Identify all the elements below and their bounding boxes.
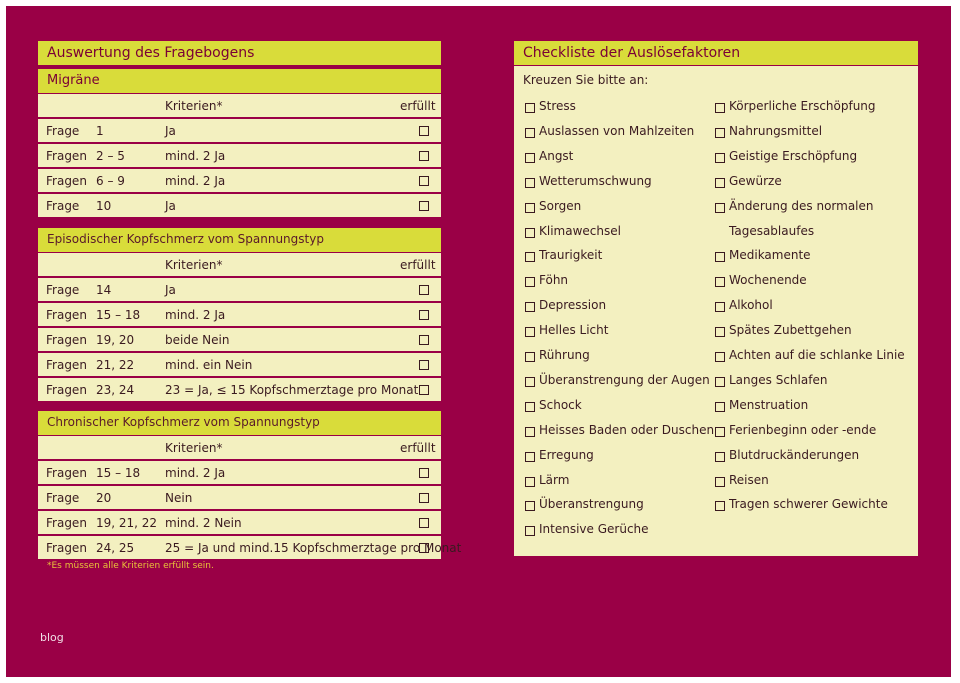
- erfuellt-checkbox[interactable]: [419, 543, 429, 553]
- row-krit: Nein: [165, 491, 193, 505]
- criteria-row: [38, 194, 441, 217]
- checklist-label: Reisen: [729, 472, 769, 487]
- checklist-checkbox[interactable]: [525, 327, 535, 337]
- col-erfuellt: erfüllt: [400, 441, 436, 455]
- criteria-row: [38, 511, 441, 534]
- checklist-checkbox[interactable]: [525, 203, 535, 213]
- criteria-row: [38, 328, 441, 351]
- col-kriterien: Kriterien*: [165, 99, 223, 113]
- criteria-row: [38, 353, 441, 376]
- col-kriterien: Kriterien*: [165, 258, 223, 272]
- checklist-checkbox[interactable]: [525, 277, 535, 287]
- checklist-label: Menstruation: [729, 397, 809, 412]
- row-frage: Fragen: [46, 466, 87, 480]
- criteria-row: [38, 378, 441, 401]
- checklist-label: Geistige Erschöpfung: [729, 148, 858, 163]
- criteria-row: [38, 303, 441, 326]
- checklist-intro: Kreuzen Sie bitte an:: [523, 73, 649, 87]
- criteria-row: [38, 461, 441, 484]
- checklist-label: Depression: [539, 298, 607, 313]
- section-header: [38, 228, 441, 252]
- row-num: 2 – 5: [96, 149, 125, 163]
- right-title: Checkliste der Auslösefaktoren: [523, 45, 741, 61]
- row-frage: Fragen: [46, 149, 87, 163]
- checklist-checkbox[interactable]: [715, 178, 725, 188]
- checklist-label: Schock: [539, 397, 582, 412]
- erfuellt-checkbox[interactable]: [419, 335, 429, 345]
- checklist-label: Stress: [539, 99, 576, 113]
- erfuellt-checkbox[interactable]: [419, 201, 429, 211]
- checklist-checkbox[interactable]: [525, 427, 535, 437]
- checklist-checkbox[interactable]: [715, 103, 725, 113]
- checklist-label: Tragen schwerer Gewichte: [729, 497, 888, 512]
- row-krit: Ja: [165, 124, 176, 138]
- checklist-label: Wochenende: [729, 273, 807, 288]
- checklist-label: Achten auf die schlanke Linie: [729, 348, 905, 362]
- row-krit: mind. 2 Ja: [165, 308, 226, 322]
- row-krit: mind. 2 Ja: [165, 149, 226, 163]
- checklist-label: Ferienbeginn oder -ende: [729, 422, 877, 437]
- checklist-checkbox[interactable]: [715, 327, 725, 337]
- col-erfuellt: erfüllt: [400, 258, 436, 272]
- checklist-label: Klimawechsel: [539, 223, 621, 238]
- row-krit: 23 = Ja, ≤ 15 Kopfschmerztage pro Monat: [165, 383, 419, 397]
- checklist-checkbox[interactable]: [525, 103, 535, 113]
- checklist-label: Föhn: [539, 273, 569, 288]
- checklist-checkbox[interactable]: [715, 153, 725, 163]
- section-title: Chronischer Kopfschmerz vom Spannungstyp: [47, 415, 320, 429]
- row-krit: beide Nein: [165, 333, 230, 347]
- row-num: 6 – 9: [96, 174, 125, 188]
- erfuellt-checkbox[interactable]: [419, 176, 429, 186]
- checklist-checkbox[interactable]: [715, 501, 725, 511]
- criteria-row: [38, 169, 441, 192]
- checklist-label: Wetterumschwung: [539, 173, 652, 188]
- checklist-checkbox[interactable]: [525, 352, 535, 362]
- row-frage: Fragen: [46, 174, 87, 188]
- row-num: 23, 24: [96, 383, 135, 397]
- section-title: Migräne: [47, 73, 100, 88]
- row-frage: Fragen: [46, 358, 87, 372]
- checklist-label: Angst: [539, 148, 574, 163]
- erfuellt-checkbox[interactable]: [419, 518, 429, 528]
- checklist-checkbox[interactable]: [715, 352, 725, 362]
- checklist-label: Tagesablaufes: [729, 223, 815, 238]
- row-num: 19, 20: [96, 333, 135, 347]
- row-num: 15 – 18: [96, 466, 141, 480]
- checklist-checkbox[interactable]: [715, 277, 725, 287]
- checklist-label: Spätes Zubettgehen: [729, 323, 852, 338]
- row-num: 10: [96, 199, 112, 213]
- criteria-row: [38, 119, 441, 142]
- checklist-label: Gewürze: [729, 173, 782, 188]
- row-frage: Fragen: [46, 308, 87, 322]
- row-krit: 25 = Ja und mind.15 Kopfschmerztage pro Monat: [165, 541, 462, 555]
- checklist-label: Helles Licht: [539, 323, 609, 338]
- checklist-checkbox[interactable]: [525, 526, 535, 536]
- checklist-label: Auslassen von Mahlzeiten: [539, 123, 695, 138]
- row-num: 24, 25: [96, 541, 135, 555]
- checklist-label: Alkohol: [729, 298, 773, 313]
- row-num: 21, 22: [96, 358, 135, 372]
- row-krit: mind. 2 Nein: [165, 516, 242, 530]
- checklist-checkbox[interactable]: [715, 128, 725, 138]
- row-num: 20: [96, 491, 112, 505]
- checklist-checkbox[interactable]: [715, 477, 725, 487]
- checklist-checkbox[interactable]: [715, 377, 725, 387]
- checklist-checkbox[interactable]: [715, 402, 725, 412]
- checklist-label: Änderung des normalen: [729, 198, 874, 213]
- checklist-label: Intensive Gerüche: [539, 522, 649, 537]
- checklist-checkbox[interactable]: [715, 252, 725, 262]
- footnote: *Es müssen alle Kriterien erfüllt sein.: [47, 561, 214, 571]
- section-header: [38, 69, 441, 93]
- column-header-row: [38, 253, 441, 276]
- col-erfuellt: erfüllt: [400, 99, 436, 113]
- row-frage: Frage: [46, 283, 80, 297]
- left-title-bar: [38, 41, 441, 65]
- checklist-label: Traurigkeit: [539, 248, 603, 263]
- checklist-checkbox[interactable]: [525, 377, 535, 387]
- row-krit: mind. 2 Ja: [165, 174, 226, 188]
- section-title: Episodischer Kopfschmerz vom Spannungstyp: [47, 232, 324, 246]
- erfuellt-checkbox[interactable]: [419, 493, 429, 503]
- checklist-label: Medikamente: [729, 248, 811, 263]
- row-krit: mind. 2 Ja: [165, 466, 226, 480]
- row-frage: Frage: [46, 124, 80, 138]
- row-frage: Fragen: [46, 541, 87, 555]
- checklist-checkbox[interactable]: [715, 302, 725, 312]
- checklist-label: Blutdruckänderungen: [729, 447, 860, 462]
- row-frage: Fragen: [46, 516, 87, 530]
- row-frage: Frage: [46, 491, 80, 505]
- column-header-row: [38, 94, 441, 117]
- erfuellt-checkbox[interactable]: [419, 126, 429, 136]
- checklist-label: Heisses Baden oder Duschen: [539, 422, 715, 437]
- erfuellt-checkbox[interactable]: [419, 285, 429, 295]
- row-frage: Frage: [46, 199, 80, 213]
- row-num: 15 – 18: [96, 308, 141, 322]
- checklist-checkbox[interactable]: [525, 252, 535, 262]
- column-header-row: [38, 436, 441, 459]
- criteria-row: [38, 278, 441, 301]
- checklist-label: Lärm: [539, 472, 570, 487]
- row-krit: Ja: [165, 283, 176, 297]
- right-title-bar: [514, 41, 918, 65]
- checklist-checkbox[interactable]: [525, 452, 535, 462]
- checklist-checkbox[interactable]: [715, 203, 725, 213]
- section-header: [38, 411, 441, 435]
- erfuellt-checkbox[interactable]: [419, 468, 429, 478]
- checklist-checkbox[interactable]: [525, 501, 535, 511]
- row-frage: Fragen: [46, 333, 87, 347]
- erfuellt-checkbox[interactable]: [419, 310, 429, 320]
- row-krit: mind. ein Nein: [165, 358, 253, 372]
- checklist-label: Nahrungsmittel: [729, 123, 823, 138]
- checklist-checkbox[interactable]: [525, 228, 535, 238]
- checklist-panel: [514, 66, 918, 556]
- checklist-label: Langes Schlafen: [729, 372, 828, 387]
- criteria-row: [38, 536, 462, 559]
- checklist-label: Rührung: [539, 348, 590, 362]
- checklist-checkbox[interactable]: [525, 153, 535, 163]
- watermark: blog: [40, 631, 64, 644]
- erfuellt-checkbox[interactable]: [419, 360, 429, 370]
- checklist-label: Erregung: [539, 447, 594, 462]
- row-frage: Fragen: [46, 383, 87, 397]
- checklist-checkbox[interactable]: [525, 402, 535, 412]
- left-title: Auswertung des Fragebogens: [47, 45, 255, 61]
- criteria-row: [38, 486, 441, 509]
- checklist-checkbox[interactable]: [525, 477, 535, 487]
- row-num: 14: [96, 283, 112, 297]
- erfuellt-checkbox[interactable]: [419, 151, 429, 161]
- checklist-label: Überanstrengung: [539, 497, 644, 512]
- checklist-label: Überanstrengung der Augen: [539, 372, 710, 387]
- row-krit: Ja: [165, 199, 176, 213]
- criteria-row: [38, 144, 441, 167]
- checklist-checkbox[interactable]: [525, 128, 535, 138]
- checklist-label: Sorgen: [539, 198, 582, 213]
- checklist-checkbox[interactable]: [715, 452, 725, 462]
- checklist-checkbox[interactable]: [715, 427, 725, 437]
- row-num: 19, 21, 22: [96, 516, 158, 530]
- col-kriterien: Kriterien*: [165, 441, 223, 455]
- checklist-checkbox[interactable]: [525, 178, 535, 188]
- row-num: 1: [96, 124, 104, 138]
- checklist-label: Körperliche Erschöpfung: [729, 99, 876, 113]
- erfuellt-checkbox[interactable]: [419, 385, 429, 395]
- checklist-checkbox[interactable]: [525, 302, 535, 312]
